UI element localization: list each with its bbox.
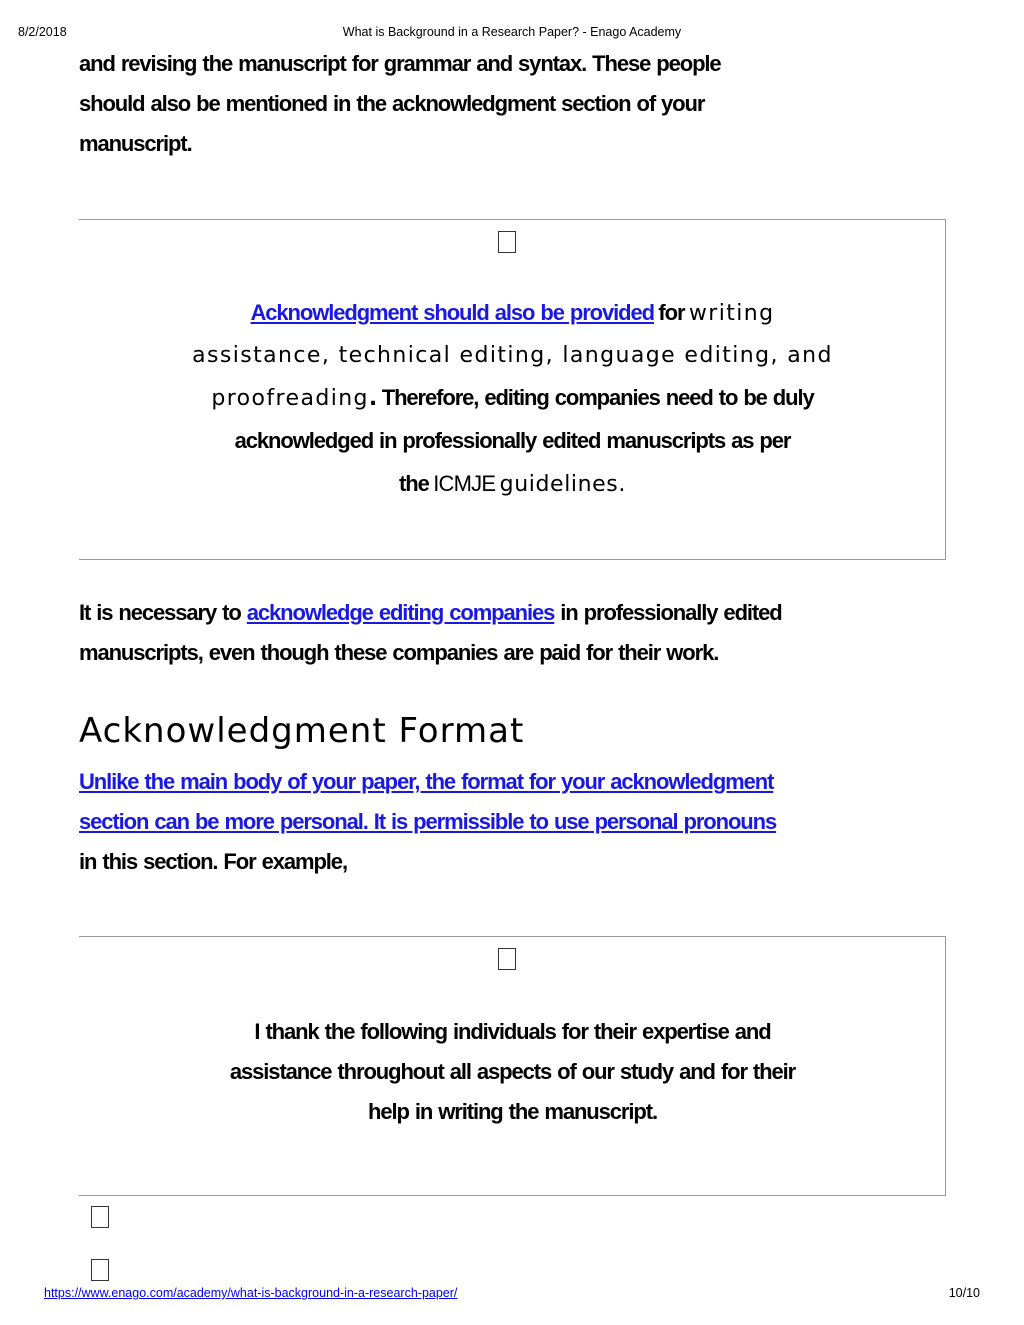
quote-box-example xyxy=(79,936,946,1196)
necessary-suffix: in professionally edited xyxy=(560,600,782,625)
necessary-prefix: It is necessary to xyxy=(79,600,241,625)
for-word: for xyxy=(658,300,685,325)
example-line-2: assistance throughout all aspects of our study and for their xyxy=(229,1059,796,1084)
the-word: the xyxy=(399,471,429,496)
quote-text-example xyxy=(79,1012,946,1132)
missing-image-icon xyxy=(91,1206,109,1228)
intro-paragraph xyxy=(79,44,959,164)
format-link-line-1[interactable]: Unlike the main body of your paper, the format for your acknowledgment xyxy=(79,769,774,794)
acknowledge-editing-companies-link[interactable]: acknowledge editing companies xyxy=(246,600,555,625)
quote-text-writing: writing xyxy=(688,301,775,326)
quote-text-editing xyxy=(79,293,946,507)
quote-text-acknowledged: acknowledged in professionally edited manuscripts as per xyxy=(234,428,791,453)
missing-image-icon xyxy=(498,948,516,970)
intro-line-2: should also be mentioned in the acknowledgment section of your xyxy=(79,91,705,116)
quote-text-assistance: assistance, technical editing, language editing, and xyxy=(192,343,833,368)
example-line-3: help in writing the manuscript. xyxy=(368,1099,657,1124)
necessary-paragraph xyxy=(79,593,959,673)
quote-period: . xyxy=(368,386,378,411)
guidelines-text: guidelines. xyxy=(499,472,626,497)
missing-image-icon xyxy=(91,1259,109,1281)
format-line-3: in this section. For example, xyxy=(79,849,347,874)
print-date: 8/2/2018 xyxy=(18,25,67,39)
page-number: 10/10 xyxy=(948,1286,980,1300)
necessary-line-2: manuscripts, even though these companies are paid for their work. xyxy=(79,640,719,665)
footer-url-link[interactable]: https://www.enago.com/academy/what-is-background-in-a-research-paper/ xyxy=(44,1286,458,1300)
intro-line-1: and revising the manuscript for grammar and syntax. These people xyxy=(79,51,721,76)
format-link-line-2[interactable]: section can be more personal. It is permissible to use personal pronouns xyxy=(79,809,777,834)
acknowledgment-provided-link[interactable]: Acknowledgment should also be provided xyxy=(250,300,654,325)
format-paragraph xyxy=(79,762,959,882)
example-line-1: I thank the following individuals for their expertise and xyxy=(254,1019,771,1044)
quote-text-proofreading: proofreading xyxy=(211,386,369,411)
missing-image-icon xyxy=(498,231,516,253)
intro-line-3: manuscript. xyxy=(79,131,192,156)
icmje-text: ICMJE xyxy=(433,471,496,496)
quote-box-editing xyxy=(79,219,946,560)
section-heading: Acknowledgment Format xyxy=(79,711,525,751)
print-page-title: What is Background in a Research Paper? - Enago Academy xyxy=(342,25,682,39)
quote-text-therefore: Therefore, editing companies need to be duly xyxy=(381,385,814,410)
